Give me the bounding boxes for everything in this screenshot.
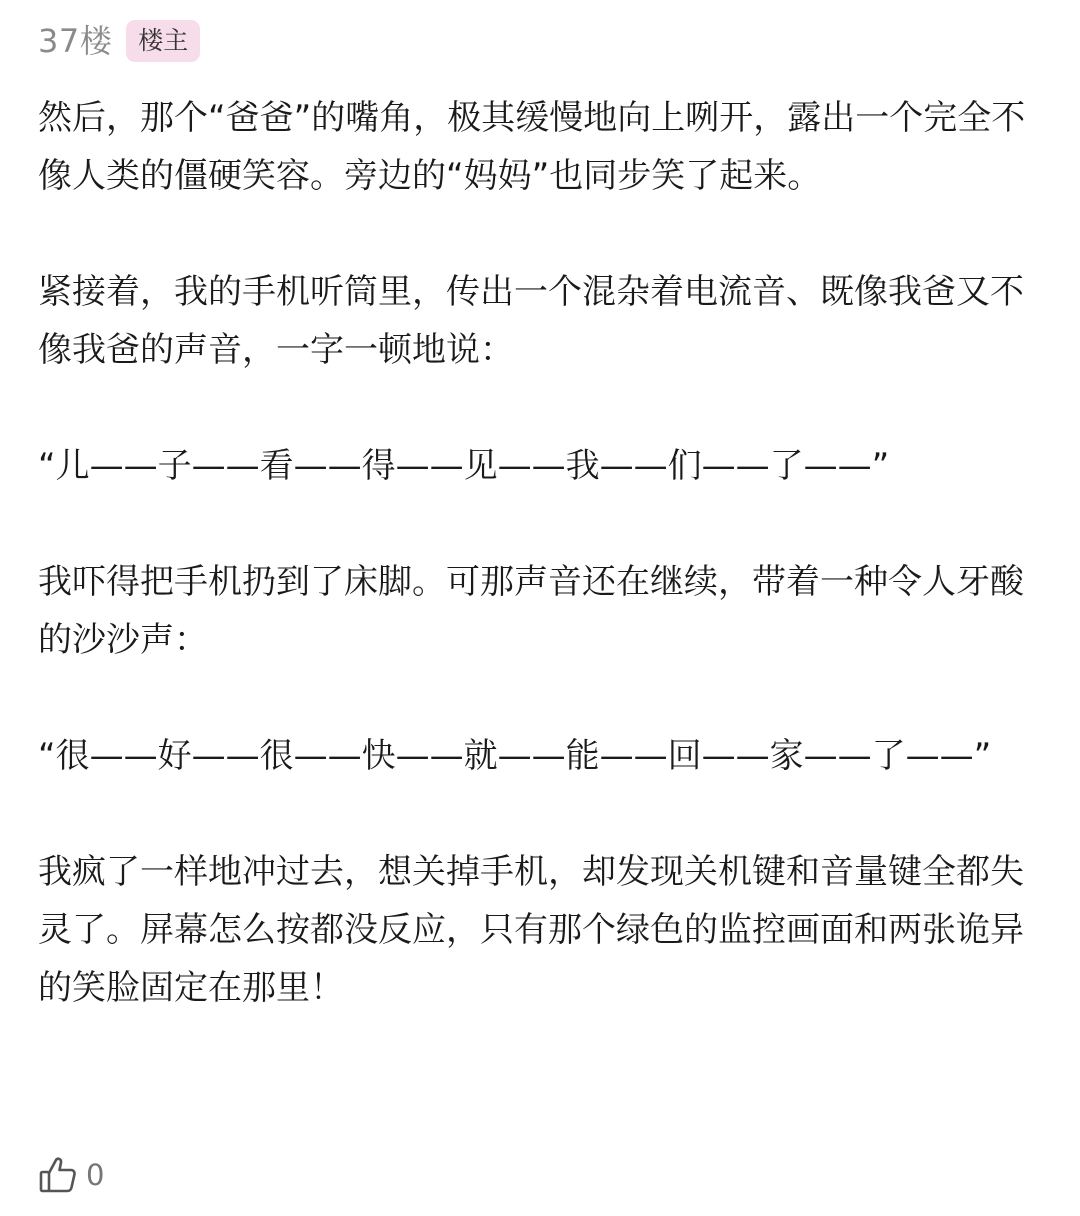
post-paragraph: “儿——子——看——得——见——我——们——了——” [38, 446, 890, 486]
post-footer [38, 1154, 104, 1196]
post-paragraph: 我疯了一样地冲过去，想关掉手机，却发现关机键和音量键全都失灵了。屏幕怎么按都没反应，只有那个绿色的监控画面和两张诡异的笑脸固定在那里！ [38, 852, 1024, 1008]
post-body [38, 89, 1048, 1017]
like-button[interactable] [38, 1155, 104, 1195]
original-poster-badge: 楼主 [126, 20, 200, 62]
floor-number: 37楼 [38, 22, 113, 60]
post-header [38, 18, 200, 64]
post-paragraph: “很——好——很——快——就——能——回——家——了——” [38, 736, 992, 776]
post-paragraph: 然后，那个“爸爸”的嘴角，极其缓慢地向上咧开，露出一个完全不像人类的僵硬笑容。旁边的“妈妈”也同步笑了起来。 [38, 98, 1026, 196]
post-paragraph: 紧接着，我的手机听筒里，传出一个混杂着电流音、既像我爸又不像我爸的声音，一字一顿地说： [38, 272, 1024, 370]
post-paragraph: 我吓得把手机扔到了床脚。可那声音还在继续，带着一种令人牙酸的沙沙声： [38, 562, 1024, 660]
thumbs-up-icon [38, 1155, 78, 1195]
like-count: 0 [86, 1158, 105, 1192]
